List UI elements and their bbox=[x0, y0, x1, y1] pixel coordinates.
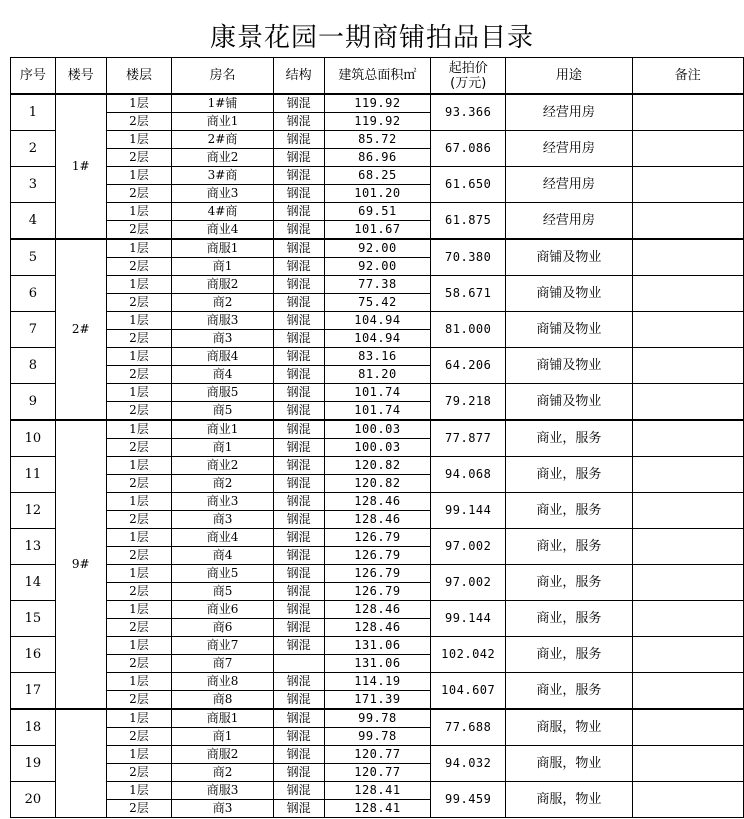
usage-cell: 商业，服务 bbox=[506, 565, 633, 601]
usage-cell: 商业，服务 bbox=[506, 457, 633, 493]
floor-cell: 1层 bbox=[106, 457, 172, 475]
table-row bbox=[11, 529, 744, 547]
room-cell: 商服1 bbox=[172, 709, 273, 728]
room-cell: 商8 bbox=[172, 691, 273, 710]
price-cell: 61.650 bbox=[431, 167, 506, 203]
price-cell: 70.380 bbox=[431, 239, 506, 276]
seq-cell: 19 bbox=[11, 746, 56, 782]
header-price bbox=[431, 58, 506, 95]
structure-cell: 钢混 bbox=[273, 439, 324, 457]
structure-cell: 钢混 bbox=[273, 800, 324, 818]
room-cell: 商业6 bbox=[172, 601, 273, 619]
structure-cell: 钢混 bbox=[273, 239, 324, 258]
room-cell: 商业1 bbox=[172, 420, 273, 439]
room-cell: 商服5 bbox=[172, 384, 273, 402]
room-cell: 商2 bbox=[172, 764, 273, 782]
header-remarks: 备注 bbox=[632, 58, 743, 95]
price-cell: 81.000 bbox=[431, 312, 506, 348]
area-cell: 120.77 bbox=[324, 746, 431, 764]
usage-cell: 商服，物业 bbox=[506, 782, 633, 818]
room-cell: 商3 bbox=[172, 800, 273, 818]
remarks-cell bbox=[632, 348, 743, 384]
header-price-line1: 起拍价 bbox=[448, 60, 488, 76]
seq-cell: 8 bbox=[11, 348, 56, 384]
structure-cell: 钢混 bbox=[273, 529, 324, 547]
area-cell: 100.03 bbox=[324, 439, 431, 457]
room-cell: 商服4 bbox=[172, 348, 273, 366]
structure-cell: 钢混 bbox=[273, 637, 324, 655]
room-cell: 商7 bbox=[172, 655, 273, 673]
floor-cell: 1层 bbox=[106, 782, 172, 800]
price-cell: 77.688 bbox=[431, 709, 506, 746]
structure-cell: 钢混 bbox=[273, 746, 324, 764]
room-cell: 商业7 bbox=[172, 637, 273, 655]
floor-cell: 2层 bbox=[106, 221, 172, 240]
remarks-cell bbox=[632, 94, 743, 131]
header-usage: 用途 bbox=[506, 58, 633, 95]
structure-cell: 钢混 bbox=[273, 511, 324, 529]
structure-cell: 钢混 bbox=[273, 565, 324, 583]
header-building: 楼号 bbox=[55, 58, 106, 95]
room-cell: 商业3 bbox=[172, 493, 273, 511]
header-price-line2: (万元) bbox=[450, 75, 487, 91]
seq-cell: 20 bbox=[11, 782, 56, 818]
room-cell: 商业5 bbox=[172, 565, 273, 583]
structure-cell: 钢混 bbox=[273, 185, 324, 203]
price-cell: 99.459 bbox=[431, 782, 506, 818]
floor-cell: 1层 bbox=[106, 746, 172, 764]
room-cell: 商1 bbox=[172, 258, 273, 276]
usage-cell: 商业，服务 bbox=[506, 637, 633, 673]
room-cell: 商2 bbox=[172, 294, 273, 312]
usage-cell: 商铺及物业 bbox=[506, 348, 633, 384]
floor-cell: 1层 bbox=[106, 601, 172, 619]
header-room: 房名 bbox=[172, 58, 273, 95]
usage-cell: 商业，服务 bbox=[506, 493, 633, 529]
price-cell: 99.144 bbox=[431, 493, 506, 529]
structure-cell: 钢混 bbox=[273, 728, 324, 746]
price-cell: 102.042 bbox=[431, 637, 506, 673]
floor-cell: 1层 bbox=[106, 203, 172, 221]
table-header-row bbox=[11, 58, 744, 95]
room-cell: 商4 bbox=[172, 547, 273, 565]
structure-cell: 钢混 bbox=[273, 203, 324, 221]
seq-cell: 11 bbox=[11, 457, 56, 493]
floor-cell: 1层 bbox=[106, 709, 172, 728]
table-row bbox=[11, 782, 744, 800]
area-cell: 119.92 bbox=[324, 94, 431, 113]
remarks-cell bbox=[632, 384, 743, 421]
remarks-cell bbox=[632, 239, 743, 276]
area-cell: 126.79 bbox=[324, 547, 431, 565]
header-floor: 楼层 bbox=[106, 58, 172, 95]
area-cell: 85.72 bbox=[324, 131, 431, 149]
area-cell: 128.41 bbox=[324, 782, 431, 800]
building-cell: 2# bbox=[55, 239, 106, 420]
structure-cell: 钢混 bbox=[273, 782, 324, 800]
structure-cell: 钢混 bbox=[273, 167, 324, 185]
usage-cell: 经营用房 bbox=[506, 131, 633, 167]
table-row bbox=[11, 746, 744, 764]
floor-cell: 2层 bbox=[106, 330, 172, 348]
table-row bbox=[11, 384, 744, 402]
floor-cell: 2层 bbox=[106, 149, 172, 167]
floor-cell: 2层 bbox=[106, 728, 172, 746]
remarks-cell bbox=[632, 565, 743, 601]
usage-cell: 商铺及物业 bbox=[506, 312, 633, 348]
floor-cell: 2层 bbox=[106, 475, 172, 493]
header-structure: 结构 bbox=[273, 58, 324, 95]
structure-cell: 钢混 bbox=[273, 366, 324, 384]
building-cell: 1# bbox=[55, 94, 106, 239]
structure-cell: 钢混 bbox=[273, 258, 324, 276]
floor-cell: 2层 bbox=[106, 547, 172, 565]
area-cell: 126.79 bbox=[324, 565, 431, 583]
area-cell: 120.77 bbox=[324, 764, 431, 782]
price-cell: 93.366 bbox=[431, 94, 506, 131]
room-cell: 商3 bbox=[172, 511, 273, 529]
area-cell: 128.46 bbox=[324, 601, 431, 619]
structure-cell: 钢混 bbox=[273, 384, 324, 402]
room-cell: 商服1 bbox=[172, 239, 273, 258]
seq-cell: 9 bbox=[11, 384, 56, 421]
area-cell: 81.20 bbox=[324, 366, 431, 384]
area-cell: 104.94 bbox=[324, 312, 431, 330]
floor-cell: 2层 bbox=[106, 764, 172, 782]
table-body bbox=[11, 94, 744, 818]
structure-cell: 钢混 bbox=[273, 619, 324, 637]
floor-cell: 2层 bbox=[106, 655, 172, 673]
structure-cell: 钢混 bbox=[273, 94, 324, 113]
usage-cell: 商铺及物业 bbox=[506, 239, 633, 276]
room-cell: 2#商 bbox=[172, 131, 273, 149]
remarks-cell bbox=[632, 782, 743, 818]
price-cell: 61.875 bbox=[431, 203, 506, 240]
remarks-cell bbox=[632, 709, 743, 746]
building-cell bbox=[55, 709, 106, 818]
seq-cell: 14 bbox=[11, 565, 56, 601]
room-cell: 商服2 bbox=[172, 276, 273, 294]
remarks-cell bbox=[632, 529, 743, 565]
remarks-cell bbox=[632, 276, 743, 312]
area-cell: 131.06 bbox=[324, 655, 431, 673]
structure-cell: 钢混 bbox=[273, 601, 324, 619]
price-cell: 58.671 bbox=[431, 276, 506, 312]
remarks-cell bbox=[632, 493, 743, 529]
structure-cell: 钢混 bbox=[273, 113, 324, 131]
usage-cell: 商服，物业 bbox=[506, 709, 633, 746]
floor-cell: 2层 bbox=[106, 800, 172, 818]
area-cell: 126.79 bbox=[324, 583, 431, 601]
structure-cell: 钢混 bbox=[273, 457, 324, 475]
table-row bbox=[11, 709, 744, 728]
usage-cell: 商业，服务 bbox=[506, 601, 633, 637]
table-row bbox=[11, 203, 744, 221]
floor-cell: 1层 bbox=[106, 312, 172, 330]
area-cell: 69.51 bbox=[324, 203, 431, 221]
floor-cell: 1层 bbox=[106, 167, 172, 185]
room-cell: 商1 bbox=[172, 439, 273, 457]
table-row bbox=[11, 348, 744, 366]
seq-cell: 2 bbox=[11, 131, 56, 167]
structure-cell: 钢混 bbox=[273, 691, 324, 710]
structure-cell: 钢混 bbox=[273, 547, 324, 565]
building-cell: 9# bbox=[55, 420, 106, 709]
structure-cell: 钢混 bbox=[273, 583, 324, 601]
room-cell: 商3 bbox=[172, 330, 273, 348]
room-cell: 商业1 bbox=[172, 113, 273, 131]
structure-cell: 钢混 bbox=[273, 221, 324, 240]
seq-cell: 6 bbox=[11, 276, 56, 312]
table-row bbox=[11, 673, 744, 691]
header-area: 建筑总面积㎡ bbox=[324, 58, 431, 95]
seq-cell: 13 bbox=[11, 529, 56, 565]
remarks-cell bbox=[632, 601, 743, 637]
remarks-cell bbox=[632, 673, 743, 710]
price-cell: 94.032 bbox=[431, 746, 506, 782]
usage-cell: 商铺及物业 bbox=[506, 276, 633, 312]
usage-cell: 经营用房 bbox=[506, 203, 633, 240]
price-cell: 67.086 bbox=[431, 131, 506, 167]
area-cell: 101.74 bbox=[324, 384, 431, 402]
floor-cell: 1层 bbox=[106, 493, 172, 511]
remarks-cell bbox=[632, 312, 743, 348]
price-cell: 79.218 bbox=[431, 384, 506, 421]
floor-cell: 2层 bbox=[106, 439, 172, 457]
room-cell: 商业8 bbox=[172, 673, 273, 691]
floor-cell: 1层 bbox=[106, 673, 172, 691]
room-cell: 商业4 bbox=[172, 529, 273, 547]
structure-cell: 钢混 bbox=[273, 709, 324, 728]
structure-cell: 钢混 bbox=[273, 149, 324, 167]
area-cell: 101.67 bbox=[324, 221, 431, 240]
seq-cell: 5 bbox=[11, 239, 56, 276]
usage-cell: 商业，服务 bbox=[506, 529, 633, 565]
area-cell: 104.94 bbox=[324, 330, 431, 348]
remarks-cell bbox=[632, 746, 743, 782]
structure-cell bbox=[273, 655, 324, 673]
room-cell: 商业2 bbox=[172, 457, 273, 475]
area-cell: 120.82 bbox=[324, 457, 431, 475]
structure-cell: 钢混 bbox=[273, 294, 324, 312]
structure-cell: 钢混 bbox=[273, 475, 324, 493]
area-cell: 128.46 bbox=[324, 619, 431, 637]
remarks-cell bbox=[632, 203, 743, 240]
area-cell: 75.42 bbox=[324, 294, 431, 312]
area-cell: 128.41 bbox=[324, 800, 431, 818]
lot-catalog-table bbox=[10, 57, 744, 818]
area-cell: 171.39 bbox=[324, 691, 431, 710]
area-cell: 101.20 bbox=[324, 185, 431, 203]
price-cell: 104.607 bbox=[431, 673, 506, 710]
floor-cell: 2层 bbox=[106, 511, 172, 529]
area-cell: 99.78 bbox=[324, 728, 431, 746]
price-cell: 64.206 bbox=[431, 348, 506, 384]
table-row bbox=[11, 565, 744, 583]
price-cell: 97.002 bbox=[431, 529, 506, 565]
price-cell: 97.002 bbox=[431, 565, 506, 601]
usage-cell: 商服，物业 bbox=[506, 746, 633, 782]
area-cell: 99.78 bbox=[324, 709, 431, 728]
floor-cell: 1层 bbox=[106, 565, 172, 583]
floor-cell: 2层 bbox=[106, 294, 172, 312]
table-row bbox=[11, 457, 744, 475]
seq-cell: 16 bbox=[11, 637, 56, 673]
structure-cell: 钢混 bbox=[273, 276, 324, 294]
area-cell: 114.19 bbox=[324, 673, 431, 691]
room-cell: 商4 bbox=[172, 366, 273, 384]
structure-cell: 钢混 bbox=[273, 312, 324, 330]
area-cell: 126.79 bbox=[324, 529, 431, 547]
seq-cell: 15 bbox=[11, 601, 56, 637]
remarks-cell bbox=[632, 420, 743, 457]
room-cell: 商2 bbox=[172, 475, 273, 493]
room-cell: 商服3 bbox=[172, 782, 273, 800]
floor-cell: 2层 bbox=[106, 619, 172, 637]
area-cell: 92.00 bbox=[324, 258, 431, 276]
area-cell: 68.25 bbox=[324, 167, 431, 185]
floor-cell: 2层 bbox=[106, 583, 172, 601]
room-cell: 商5 bbox=[172, 402, 273, 421]
document-title: 康景花园一期商铺拍品目录 bbox=[209, 23, 534, 53]
remarks-cell bbox=[632, 457, 743, 493]
remarks-cell bbox=[632, 167, 743, 203]
floor-cell: 2层 bbox=[106, 113, 172, 131]
price-cell: 99.144 bbox=[431, 601, 506, 637]
room-cell: 商服3 bbox=[172, 312, 273, 330]
floor-cell: 2层 bbox=[106, 402, 172, 421]
seq-cell: 18 bbox=[11, 709, 56, 746]
seq-cell: 17 bbox=[11, 673, 56, 710]
room-cell: 1#铺 bbox=[172, 94, 273, 113]
table-row bbox=[11, 420, 744, 439]
table-row bbox=[11, 131, 744, 149]
seq-cell: 7 bbox=[11, 312, 56, 348]
usage-cell: 经营用房 bbox=[506, 167, 633, 203]
floor-cell: 1层 bbox=[106, 348, 172, 366]
seq-cell: 12 bbox=[11, 493, 56, 529]
table-row bbox=[11, 601, 744, 619]
structure-cell: 钢混 bbox=[273, 493, 324, 511]
floor-cell: 2层 bbox=[106, 691, 172, 710]
seq-cell: 4 bbox=[11, 203, 56, 240]
remarks-cell bbox=[632, 637, 743, 673]
usage-cell: 经营用房 bbox=[506, 94, 633, 131]
room-cell: 商服2 bbox=[172, 746, 273, 764]
table-row bbox=[11, 312, 744, 330]
table-row bbox=[11, 94, 744, 113]
floor-cell: 1层 bbox=[106, 94, 172, 113]
structure-cell: 钢混 bbox=[273, 673, 324, 691]
floor-cell: 1层 bbox=[106, 276, 172, 294]
area-cell: 86.96 bbox=[324, 149, 431, 167]
remarks-cell bbox=[632, 131, 743, 167]
table-row bbox=[11, 239, 744, 258]
room-cell: 商5 bbox=[172, 583, 273, 601]
table-row bbox=[11, 637, 744, 655]
floor-cell: 1层 bbox=[106, 529, 172, 547]
usage-cell: 商业，服务 bbox=[506, 673, 633, 710]
floor-cell: 2层 bbox=[106, 258, 172, 276]
area-cell: 128.46 bbox=[324, 493, 431, 511]
seq-cell: 3 bbox=[11, 167, 56, 203]
header-seq: 序号 bbox=[11, 58, 56, 95]
structure-cell: 钢混 bbox=[273, 764, 324, 782]
floor-cell: 2层 bbox=[106, 185, 172, 203]
area-cell: 120.82 bbox=[324, 475, 431, 493]
area-cell: 131.06 bbox=[324, 637, 431, 655]
usage-cell: 商铺及物业 bbox=[506, 384, 633, 421]
seq-cell: 10 bbox=[11, 420, 56, 457]
floor-cell: 1层 bbox=[106, 239, 172, 258]
seq-cell: 1 bbox=[11, 94, 56, 131]
area-cell: 92.00 bbox=[324, 239, 431, 258]
table-row bbox=[11, 276, 744, 294]
floor-cell: 1层 bbox=[106, 384, 172, 402]
floor-cell: 1层 bbox=[106, 637, 172, 655]
room-cell: 4#商 bbox=[172, 203, 273, 221]
structure-cell: 钢混 bbox=[273, 420, 324, 439]
floor-cell: 1层 bbox=[106, 420, 172, 439]
floor-cell: 2层 bbox=[106, 366, 172, 384]
room-cell: 商业3 bbox=[172, 185, 273, 203]
structure-cell: 钢混 bbox=[273, 348, 324, 366]
table-row bbox=[11, 493, 744, 511]
structure-cell: 钢混 bbox=[273, 330, 324, 348]
area-cell: 83.16 bbox=[324, 348, 431, 366]
room-cell: 商6 bbox=[172, 619, 273, 637]
room-cell: 商1 bbox=[172, 728, 273, 746]
area-cell: 77.38 bbox=[324, 276, 431, 294]
room-cell: 3#商 bbox=[172, 167, 273, 185]
floor-cell: 1层 bbox=[106, 131, 172, 149]
area-cell: 100.03 bbox=[324, 420, 431, 439]
room-cell: 商业4 bbox=[172, 221, 273, 240]
table-row bbox=[11, 167, 744, 185]
price-cell: 77.877 bbox=[431, 420, 506, 457]
area-cell: 128.46 bbox=[324, 511, 431, 529]
area-cell: 119.92 bbox=[324, 113, 431, 131]
structure-cell: 钢混 bbox=[273, 131, 324, 149]
room-cell: 商业2 bbox=[172, 149, 273, 167]
usage-cell: 商业，服务 bbox=[506, 420, 633, 457]
area-cell: 101.74 bbox=[324, 402, 431, 421]
structure-cell: 钢混 bbox=[273, 402, 324, 421]
price-cell: 94.068 bbox=[431, 457, 506, 493]
